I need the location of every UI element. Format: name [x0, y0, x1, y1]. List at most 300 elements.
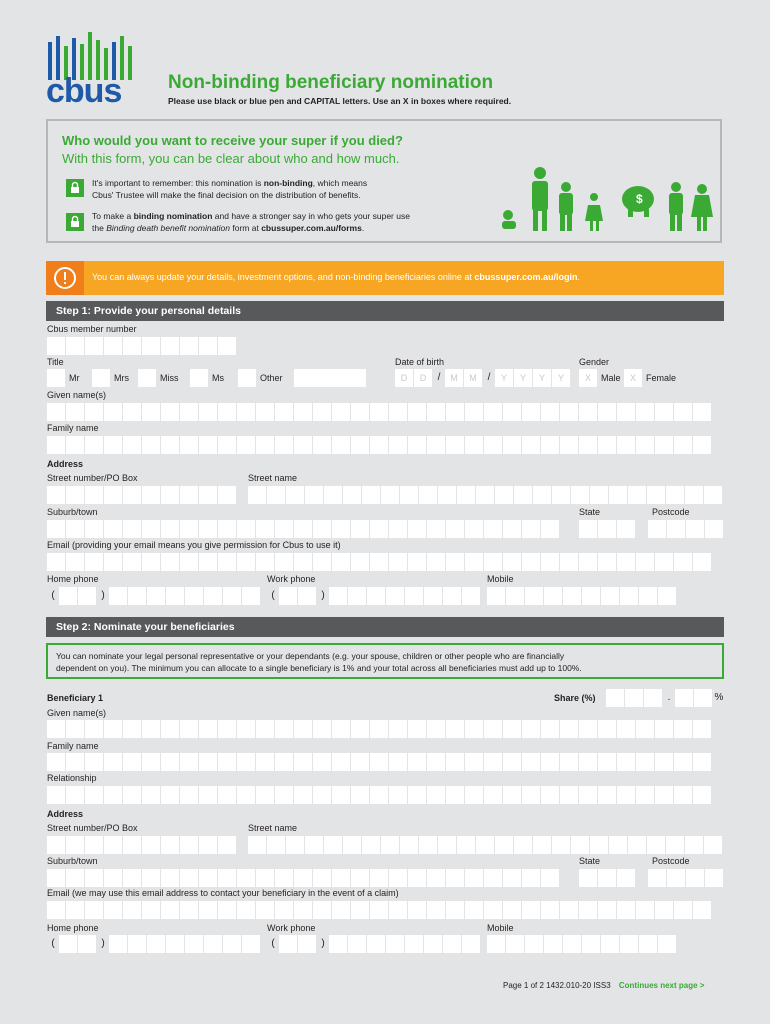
char-box[interactable]	[636, 901, 654, 919]
char-box[interactable]	[541, 436, 559, 454]
char-box[interactable]	[275, 520, 293, 538]
char-box[interactable]	[370, 520, 388, 538]
state-field[interactable]	[579, 520, 636, 538]
char-box[interactable]	[332, 720, 350, 738]
char-box[interactable]	[503, 436, 521, 454]
char-box[interactable]	[484, 753, 502, 771]
char-box[interactable]	[256, 901, 274, 919]
char-box[interactable]	[66, 901, 84, 919]
char-box[interactable]	[563, 935, 581, 953]
char-box[interactable]	[370, 436, 388, 454]
char-box[interactable]	[685, 836, 703, 854]
email-field[interactable]	[47, 553, 712, 571]
char-box[interactable]	[487, 587, 505, 605]
char-box[interactable]	[541, 403, 559, 421]
char-box[interactable]	[563, 587, 581, 605]
char-box[interactable]	[446, 720, 464, 738]
char-box[interactable]	[123, 753, 141, 771]
title-mr-checkbox[interactable]: Mr	[47, 369, 80, 387]
char-box[interactable]	[47, 836, 65, 854]
char-box[interactable]	[248, 486, 266, 504]
char-box[interactable]	[465, 901, 483, 919]
char-box[interactable]	[66, 869, 84, 887]
work-phone-field[interactable]: ( )	[267, 587, 481, 605]
char-box[interactable]	[142, 836, 160, 854]
char-box[interactable]	[85, 836, 103, 854]
char-box[interactable]	[123, 553, 141, 571]
char-box[interactable]	[123, 901, 141, 919]
ben-family-name-field[interactable]	[47, 753, 712, 771]
char-box[interactable]	[237, 403, 255, 421]
char-box[interactable]	[85, 786, 103, 804]
char-box[interactable]	[503, 786, 521, 804]
char-box[interactable]	[438, 836, 456, 854]
title-ms-checkbox[interactable]: Ms	[190, 369, 224, 387]
char-box[interactable]	[579, 901, 597, 919]
char-box[interactable]	[446, 403, 464, 421]
char-box[interactable]	[533, 836, 551, 854]
char-box[interactable]	[66, 553, 84, 571]
char-box[interactable]	[541, 720, 559, 738]
char-box[interactable]	[693, 901, 711, 919]
char-box[interactable]	[522, 403, 540, 421]
ben-postcode-field[interactable]	[648, 869, 724, 887]
char-box[interactable]	[446, 869, 464, 887]
char-box[interactable]	[362, 836, 380, 854]
char-box[interactable]	[237, 901, 255, 919]
char-box[interactable]	[408, 786, 426, 804]
char-box[interactable]	[85, 869, 103, 887]
char-box[interactable]	[237, 436, 255, 454]
char-box[interactable]	[693, 753, 711, 771]
char-box[interactable]	[180, 869, 198, 887]
char-box[interactable]	[465, 436, 483, 454]
char-box[interactable]	[161, 869, 179, 887]
char-box[interactable]	[47, 436, 65, 454]
char-box[interactable]	[446, 436, 464, 454]
char-box[interactable]	[389, 753, 407, 771]
char-box[interactable]	[47, 403, 65, 421]
char-box[interactable]	[617, 901, 635, 919]
char-box[interactable]	[522, 786, 540, 804]
char-box[interactable]	[582, 935, 600, 953]
char-box[interactable]	[142, 436, 160, 454]
char-box[interactable]	[579, 869, 597, 887]
char-box[interactable]	[514, 486, 532, 504]
char-box[interactable]	[525, 587, 543, 605]
char-box[interactable]	[408, 403, 426, 421]
char-box[interactable]	[313, 553, 331, 571]
char-box[interactable]	[465, 520, 483, 538]
char-box[interactable]	[123, 436, 141, 454]
char-box[interactable]	[66, 403, 84, 421]
char-box[interactable]	[598, 753, 616, 771]
member-number-field[interactable]	[47, 337, 237, 355]
char-box[interactable]	[218, 403, 236, 421]
char-box[interactable]	[446, 520, 464, 538]
char-box[interactable]	[465, 753, 483, 771]
gender-female-checkbox[interactable]: X Female	[624, 369, 676, 387]
char-box[interactable]	[495, 836, 513, 854]
char-box[interactable]	[47, 753, 65, 771]
char-box[interactable]	[351, 720, 369, 738]
ben-street-name-field[interactable]	[248, 836, 723, 854]
char-box[interactable]	[85, 436, 103, 454]
char-box[interactable]	[313, 901, 331, 919]
char-box[interactable]	[199, 753, 217, 771]
char-box[interactable]	[343, 486, 361, 504]
char-box[interactable]	[180, 520, 198, 538]
char-box[interactable]	[525, 935, 543, 953]
char-box[interactable]	[256, 553, 274, 571]
char-box[interactable]	[560, 403, 578, 421]
char-box[interactable]	[636, 403, 654, 421]
char-box[interactable]	[598, 786, 616, 804]
char-box[interactable]	[655, 553, 673, 571]
char-box[interactable]	[446, 786, 464, 804]
char-box[interactable]	[218, 901, 236, 919]
char-box[interactable]	[286, 836, 304, 854]
char-box[interactable]	[582, 587, 600, 605]
char-box[interactable]	[389, 901, 407, 919]
char-box[interactable]	[427, 403, 445, 421]
char-box[interactable]	[161, 436, 179, 454]
char-box[interactable]	[693, 436, 711, 454]
gender-male-checkbox[interactable]: X Male	[579, 369, 621, 387]
char-box[interactable]	[237, 869, 255, 887]
char-box[interactable]	[313, 403, 331, 421]
char-box[interactable]	[275, 753, 293, 771]
char-box[interactable]	[218, 753, 236, 771]
char-box[interactable]	[218, 486, 236, 504]
char-box[interactable]	[601, 935, 619, 953]
char-box[interactable]	[446, 553, 464, 571]
char-box[interactable]	[66, 720, 84, 738]
char-box[interactable]	[370, 553, 388, 571]
char-box[interactable]	[579, 403, 597, 421]
char-box[interactable]	[636, 720, 654, 738]
char-box[interactable]	[465, 786, 483, 804]
char-box[interactable]	[655, 436, 673, 454]
char-box[interactable]	[484, 553, 502, 571]
char-box[interactable]	[142, 901, 160, 919]
char-box[interactable]	[628, 836, 646, 854]
char-box[interactable]	[476, 486, 494, 504]
char-box[interactable]	[104, 520, 122, 538]
char-box[interactable]	[313, 869, 331, 887]
family-name-field[interactable]	[47, 436, 712, 454]
char-box[interactable]	[465, 553, 483, 571]
char-box[interactable]	[503, 553, 521, 571]
char-box[interactable]	[104, 869, 122, 887]
char-box[interactable]	[142, 869, 160, 887]
char-box[interactable]	[180, 436, 198, 454]
ben-street-number-field[interactable]	[47, 836, 237, 854]
char-box[interactable]	[66, 786, 84, 804]
ben-suburb-field[interactable]	[47, 869, 560, 887]
char-box[interactable]	[655, 403, 673, 421]
char-box[interactable]	[647, 836, 665, 854]
char-box[interactable]	[648, 869, 666, 887]
char-box[interactable]	[104, 836, 122, 854]
char-box[interactable]	[180, 786, 198, 804]
char-box[interactable]	[639, 935, 657, 953]
char-box[interactable]	[123, 869, 141, 887]
char-box[interactable]	[389, 403, 407, 421]
char-box[interactable]	[427, 520, 445, 538]
char-box[interactable]	[370, 786, 388, 804]
char-box[interactable]	[275, 901, 293, 919]
char-box[interactable]	[674, 901, 692, 919]
char-box[interactable]	[408, 901, 426, 919]
char-box[interactable]	[199, 520, 217, 538]
char-box[interactable]	[503, 901, 521, 919]
char-box[interactable]	[142, 753, 160, 771]
title-miss-checkbox[interactable]: Miss	[138, 369, 179, 387]
char-box[interactable]	[522, 553, 540, 571]
char-box[interactable]	[142, 486, 160, 504]
char-box[interactable]	[389, 869, 407, 887]
char-box[interactable]	[313, 720, 331, 738]
char-box[interactable]	[389, 436, 407, 454]
char-box[interactable]	[237, 720, 255, 738]
char-box[interactable]	[636, 753, 654, 771]
home-phone-field[interactable]: ( )	[47, 587, 261, 605]
char-box[interactable]	[294, 553, 312, 571]
char-box[interactable]	[47, 869, 65, 887]
char-box[interactable]	[408, 553, 426, 571]
char-box[interactable]	[66, 836, 84, 854]
char-box[interactable]	[693, 786, 711, 804]
char-box[interactable]	[332, 436, 350, 454]
char-box[interactable]	[123, 486, 141, 504]
char-box[interactable]	[598, 403, 616, 421]
char-box[interactable]	[674, 720, 692, 738]
char-box[interactable]	[180, 553, 198, 571]
char-box[interactable]	[617, 786, 635, 804]
char-box[interactable]	[446, 753, 464, 771]
char-box[interactable]	[674, 436, 692, 454]
char-box[interactable]	[161, 786, 179, 804]
char-box[interactable]	[104, 403, 122, 421]
char-box[interactable]	[658, 587, 676, 605]
char-box[interactable]	[180, 486, 198, 504]
char-box[interactable]	[104, 436, 122, 454]
street-number-field[interactable]	[47, 486, 237, 504]
char-box[interactable]	[598, 520, 616, 538]
char-box[interactable]	[655, 901, 673, 919]
char-box[interactable]	[506, 935, 524, 953]
char-box[interactable]	[286, 486, 304, 504]
char-box[interactable]	[552, 836, 570, 854]
char-box[interactable]	[142, 403, 160, 421]
char-box[interactable]	[655, 720, 673, 738]
ben-state-field[interactable]	[579, 869, 636, 887]
char-box[interactable]	[294, 869, 312, 887]
char-box[interactable]	[503, 403, 521, 421]
char-box[interactable]	[275, 786, 293, 804]
char-box[interactable]	[522, 869, 540, 887]
char-box[interactable]	[199, 403, 217, 421]
char-box[interactable]	[636, 553, 654, 571]
title-other-field[interactable]	[294, 369, 366, 387]
char-box[interactable]	[571, 486, 589, 504]
char-box[interactable]	[617, 436, 635, 454]
char-box[interactable]	[275, 720, 293, 738]
char-box[interactable]	[218, 520, 236, 538]
char-box[interactable]	[648, 520, 666, 538]
char-box[interactable]	[484, 786, 502, 804]
char-box[interactable]	[400, 836, 418, 854]
char-box[interactable]	[419, 486, 437, 504]
char-box[interactable]	[313, 753, 331, 771]
char-box[interactable]	[218, 786, 236, 804]
char-box[interactable]	[370, 720, 388, 738]
char-box[interactable]	[693, 720, 711, 738]
ben-work-phone-field[interactable]: ( )	[267, 935, 481, 953]
char-box[interactable]	[275, 436, 293, 454]
char-box[interactable]	[658, 935, 676, 953]
char-box[interactable]	[142, 553, 160, 571]
char-box[interactable]	[541, 786, 559, 804]
char-box[interactable]	[218, 553, 236, 571]
char-box[interactable]	[161, 403, 179, 421]
char-box[interactable]	[85, 403, 103, 421]
char-box[interactable]	[666, 486, 684, 504]
char-box[interactable]	[503, 720, 521, 738]
char-box[interactable]	[47, 901, 65, 919]
char-box[interactable]	[674, 786, 692, 804]
suburb-field[interactable]	[47, 520, 560, 538]
char-box[interactable]	[598, 720, 616, 738]
char-box[interactable]	[180, 901, 198, 919]
char-box[interactable]	[522, 720, 540, 738]
char-box[interactable]	[66, 436, 84, 454]
char-box[interactable]	[275, 869, 293, 887]
char-box[interactable]	[465, 403, 483, 421]
char-box[interactable]	[256, 869, 274, 887]
char-box[interactable]	[484, 720, 502, 738]
char-box[interactable]	[294, 901, 312, 919]
char-box[interactable]	[541, 553, 559, 571]
ben-home-phone-field[interactable]: ( )	[47, 935, 261, 953]
postcode-field[interactable]	[648, 520, 724, 538]
char-box[interactable]	[332, 520, 350, 538]
char-box[interactable]	[617, 753, 635, 771]
char-box[interactable]	[218, 836, 236, 854]
char-box[interactable]	[370, 869, 388, 887]
char-box[interactable]	[598, 901, 616, 919]
char-box[interactable]	[351, 786, 369, 804]
char-box[interactable]	[324, 486, 342, 504]
char-box[interactable]	[237, 753, 255, 771]
char-box[interactable]	[484, 901, 502, 919]
char-box[interactable]	[294, 786, 312, 804]
char-box[interactable]	[514, 836, 532, 854]
char-box[interactable]	[104, 753, 122, 771]
char-box[interactable]	[237, 553, 255, 571]
char-box[interactable]	[579, 786, 597, 804]
char-box[interactable]	[636, 436, 654, 454]
char-box[interactable]	[123, 520, 141, 538]
char-box[interactable]	[579, 436, 597, 454]
char-box[interactable]	[275, 403, 293, 421]
char-box[interactable]	[351, 753, 369, 771]
char-box[interactable]	[427, 553, 445, 571]
char-box[interactable]	[389, 720, 407, 738]
char-box[interactable]	[180, 720, 198, 738]
char-box[interactable]	[332, 786, 350, 804]
char-box[interactable]	[123, 786, 141, 804]
char-box[interactable]	[609, 836, 627, 854]
forms-link[interactable]: cbussuper.com.au/forms	[261, 223, 362, 233]
char-box[interactable]	[544, 587, 562, 605]
char-box[interactable]	[522, 901, 540, 919]
char-box[interactable]	[427, 753, 445, 771]
char-box[interactable]	[427, 869, 445, 887]
char-box[interactable]	[560, 786, 578, 804]
char-box[interactable]	[47, 786, 65, 804]
char-box[interactable]	[199, 553, 217, 571]
char-box[interactable]	[484, 869, 502, 887]
char-box[interactable]	[522, 436, 540, 454]
char-box[interactable]	[267, 486, 285, 504]
char-box[interactable]	[522, 753, 540, 771]
char-box[interactable]	[666, 836, 684, 854]
ben-mobile-field[interactable]	[487, 935, 677, 953]
char-box[interactable]	[647, 486, 665, 504]
char-box[interactable]	[579, 753, 597, 771]
char-box[interactable]	[370, 403, 388, 421]
char-box[interactable]	[457, 486, 475, 504]
char-box[interactable]	[351, 553, 369, 571]
char-box[interactable]	[381, 836, 399, 854]
char-box[interactable]	[294, 520, 312, 538]
char-box[interactable]	[617, 520, 635, 538]
char-box[interactable]	[104, 720, 122, 738]
char-box[interactable]	[180, 836, 198, 854]
char-box[interactable]	[256, 520, 274, 538]
continue-link[interactable]: Continues next page >	[618, 981, 705, 990]
char-box[interactable]	[161, 901, 179, 919]
char-box[interactable]	[161, 553, 179, 571]
char-box[interactable]	[142, 520, 160, 538]
char-box[interactable]	[495, 486, 513, 504]
char-box[interactable]	[85, 520, 103, 538]
char-box[interactable]	[560, 753, 578, 771]
char-box[interactable]	[161, 486, 179, 504]
char-box[interactable]	[552, 486, 570, 504]
char-box[interactable]	[47, 520, 65, 538]
char-box[interactable]	[686, 520, 704, 538]
char-box[interactable]	[351, 520, 369, 538]
char-box[interactable]	[674, 403, 692, 421]
char-box[interactable]	[199, 436, 217, 454]
char-box[interactable]	[400, 486, 418, 504]
char-box[interactable]	[693, 553, 711, 571]
char-box[interactable]	[180, 403, 198, 421]
char-box[interactable]	[142, 786, 160, 804]
char-box[interactable]	[313, 436, 331, 454]
char-box[interactable]	[343, 836, 361, 854]
char-box[interactable]	[541, 869, 559, 887]
char-box[interactable]	[256, 720, 274, 738]
char-box[interactable]	[617, 720, 635, 738]
char-box[interactable]	[705, 520, 723, 538]
char-box[interactable]	[104, 553, 122, 571]
char-box[interactable]	[351, 869, 369, 887]
char-box[interactable]	[541, 753, 559, 771]
